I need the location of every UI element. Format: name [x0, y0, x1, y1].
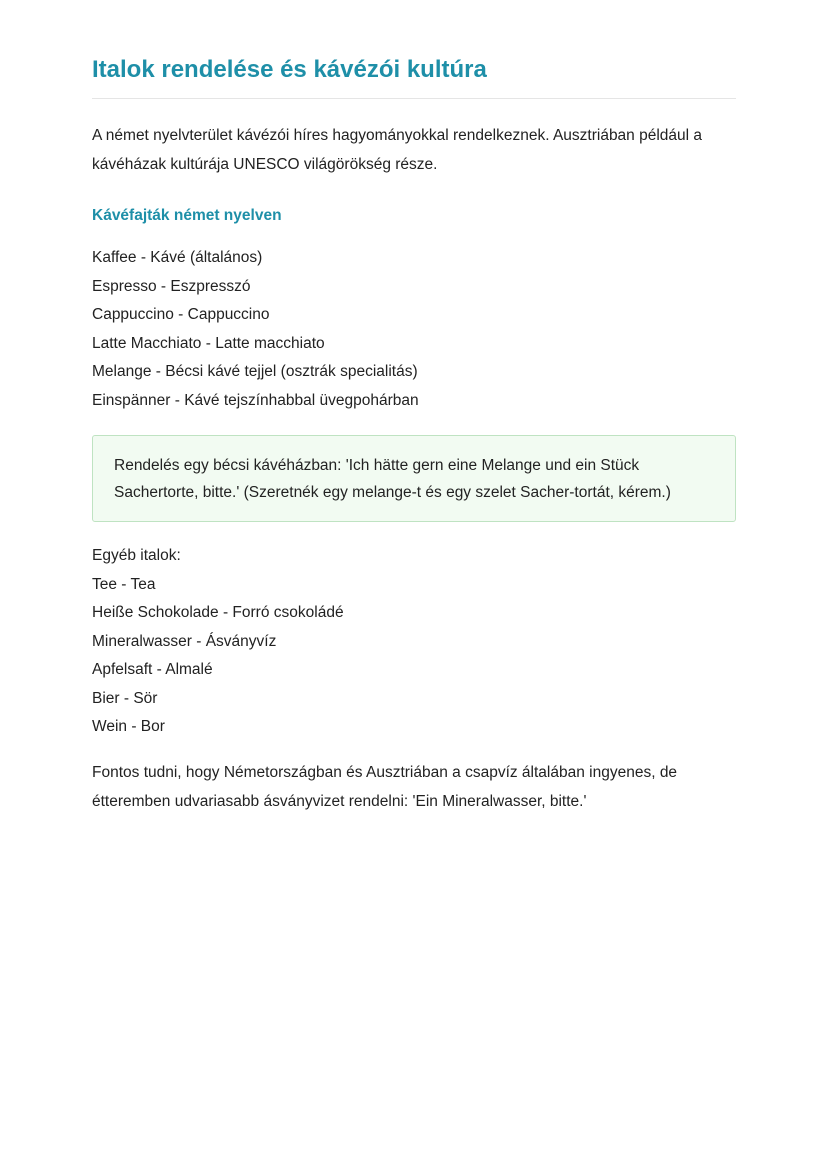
other-drinks-list — [92, 571, 736, 742]
other-drinks-heading: Egyéb italok: — [92, 547, 181, 564]
coffee-list — [92, 244, 736, 415]
list-item: Melange - Bécsi kávé tejjel (osztrák specialitás) — [92, 363, 418, 380]
list-item: Kaffee - Kávé (általános) — [92, 249, 263, 266]
list-item: Heiße Schokolade - Forró csokoládé — [92, 604, 344, 621]
list-item: Wein - Bor — [92, 718, 165, 735]
closing-paragraph: Fontos tudni, hogy Németországban és Ausztriában a csapvíz általában ingyenes, de étteremben udvariasabb ásványvizet rendelni: 'Ein Mineralwasser, bitte.' — [92, 763, 678, 810]
list-item: Espresso - Eszpresszó — [92, 277, 251, 295]
list-item: Bier - Sör — [92, 689, 158, 707]
list-item: Latte Macchiato - Latte macchiato — [92, 334, 325, 352]
list-item: Apfelsaft - Almalé — [92, 661, 213, 678]
ordering-example-callout: Rendelés egy bécsi kávéházban: 'Ich hätte gern eine Melange und ein Stück Sachertorte, bitte.' (Szeretnék egy melange-t és egy szelet Sacher-tortát, kérem.) — [92, 435, 736, 522]
list-item: Mineralwasser - Ásványvíz — [92, 632, 277, 650]
intro-paragraph: A német nyelvterület kávézói híres hagyományokkal rendelkeznek. Ausztriában például a kávéházak kultúrája UNESCO világörökség része. — [92, 127, 703, 173]
list-item: Cappuccino - Cappuccino — [92, 306, 270, 323]
list-item: Einspänner - Kávé tejszínhabbal üvegpohárban — [92, 391, 419, 409]
list-item: Tee - Tea — [92, 575, 156, 593]
coffee-section-heading: Kávéfajták német nyelven — [92, 207, 282, 224]
page-title: Italok rendelése és kávézói kultúra — [92, 52, 736, 99]
